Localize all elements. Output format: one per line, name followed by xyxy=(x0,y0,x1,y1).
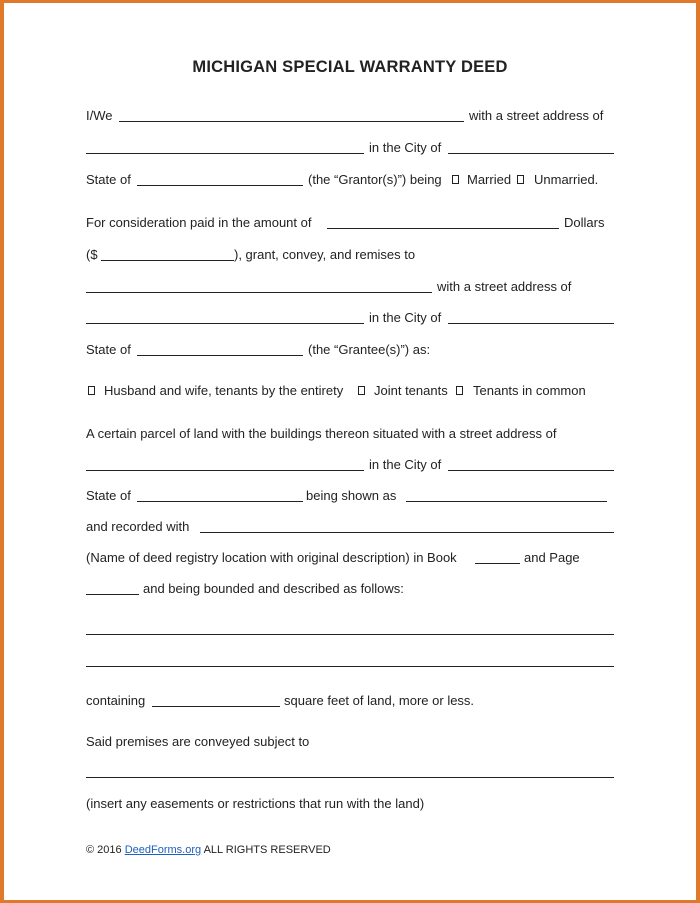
shown-as-field[interactable] xyxy=(406,501,607,502)
husband-wife-checkbox[interactable] xyxy=(88,386,95,395)
label-shown-as: being shown as xyxy=(306,488,397,503)
easements-field[interactable] xyxy=(86,777,614,778)
grantee-name-row xyxy=(86,277,614,297)
copyright-footer xyxy=(86,844,331,856)
recorded-row xyxy=(86,517,614,537)
deedforms-link[interactable]: DeedForms.org xyxy=(124,844,202,856)
parcel-row xyxy=(86,424,614,444)
grantee-street-field[interactable] xyxy=(86,323,364,324)
subject-to-row xyxy=(86,732,614,752)
containing-row xyxy=(86,691,614,711)
label-grant-convey: ), grant, convey, and remises to xyxy=(234,247,416,262)
easements-note-row xyxy=(86,794,614,814)
grantor-name-field[interactable] xyxy=(119,121,464,122)
label-tenants-common: Tenants in common xyxy=(473,383,586,398)
label-iwe: I/We xyxy=(86,108,113,123)
grantor-state-field[interactable] xyxy=(137,185,303,186)
label-square-feet: square feet of land, more or less. xyxy=(284,693,475,708)
tenants-common-checkbox[interactable] xyxy=(456,386,463,395)
label-street-address: with a street address of xyxy=(469,108,604,123)
grantee-city-field[interactable] xyxy=(448,323,614,324)
label-state: State of xyxy=(86,342,131,357)
grantee-address-row xyxy=(86,308,614,328)
description-field-2[interactable] xyxy=(86,666,614,667)
label-city: in the City of xyxy=(369,140,442,155)
document-title: MICHIGAN SPECIAL WARRANTY DEED xyxy=(192,58,508,76)
label-street-address: with a street address of xyxy=(437,279,572,294)
label-dollar-sign: ($ xyxy=(86,247,98,262)
parcel-city-field[interactable] xyxy=(448,470,614,471)
parcel-state-field[interactable] xyxy=(137,501,303,502)
parcel-state-row xyxy=(86,486,614,506)
label-dollars: Dollars xyxy=(564,215,605,230)
label-page: and Page xyxy=(524,550,580,565)
consideration-row xyxy=(86,213,614,233)
grantor-state-row xyxy=(86,170,614,190)
label-subject-to: Said premises are conveyed subject to xyxy=(86,734,310,749)
label-city: in the City of xyxy=(369,310,442,325)
grantee-name-field[interactable] xyxy=(86,292,432,293)
copyright-suffix: ALL RIGHTS RESERVED xyxy=(203,844,331,856)
label-containing: containing xyxy=(86,693,146,708)
label-registry: (Name of deed registry location with original description) in Book xyxy=(86,550,457,565)
parcel-street-field[interactable] xyxy=(86,470,364,471)
grantor-name-row xyxy=(86,106,614,126)
label-married: Married xyxy=(467,172,512,187)
label-easements-note: (insert any easements or restrictions that run with the land) xyxy=(86,796,425,811)
grantee-state-field[interactable] xyxy=(137,355,303,356)
grantee-state-row xyxy=(86,340,614,360)
recorded-with-field[interactable] xyxy=(200,532,614,533)
label-state: State of xyxy=(86,172,131,187)
page-field[interactable] xyxy=(86,594,139,595)
copyright-prefix: © 2016 xyxy=(86,844,122,856)
married-checkbox[interactable] xyxy=(452,175,459,184)
amount-number-field[interactable] xyxy=(101,260,234,261)
bounded-row xyxy=(86,579,614,599)
grantor-street-field[interactable] xyxy=(86,153,364,154)
label-consideration: For consideration paid in the amount of xyxy=(86,215,312,230)
square-feet-field[interactable] xyxy=(152,706,280,707)
joint-tenants-checkbox[interactable] xyxy=(358,386,365,395)
label-parcel: A certain parcel of land with the buildings thereon situated with a street address of xyxy=(86,426,557,441)
amount-words-field[interactable] xyxy=(327,228,559,229)
label-grantee: (the “Grantee(s)”) as: xyxy=(308,342,431,357)
description-field-1[interactable] xyxy=(86,634,614,635)
grantor-city-field[interactable] xyxy=(448,153,614,154)
book-row xyxy=(86,548,614,568)
label-state: State of xyxy=(86,488,131,503)
label-husband-wife: Husband and wife, tenants by the entirety xyxy=(104,383,344,398)
parcel-address-row xyxy=(86,455,614,475)
label-bounded: and being bounded and described as follows: xyxy=(143,581,404,596)
amount-row xyxy=(86,245,614,265)
book-field[interactable] xyxy=(475,563,520,564)
label-grantor: (the “Grantor(s)”) being xyxy=(308,172,442,187)
label-recorded-with: and recorded with xyxy=(86,519,190,534)
label-city: in the City of xyxy=(369,457,442,472)
tenancy-row xyxy=(86,381,614,401)
label-unmarried: Unmarried. xyxy=(534,172,599,187)
label-joint-tenants: Joint tenants xyxy=(374,383,448,398)
unmarried-checkbox[interactable] xyxy=(517,175,524,184)
grantor-address-row xyxy=(86,138,614,158)
